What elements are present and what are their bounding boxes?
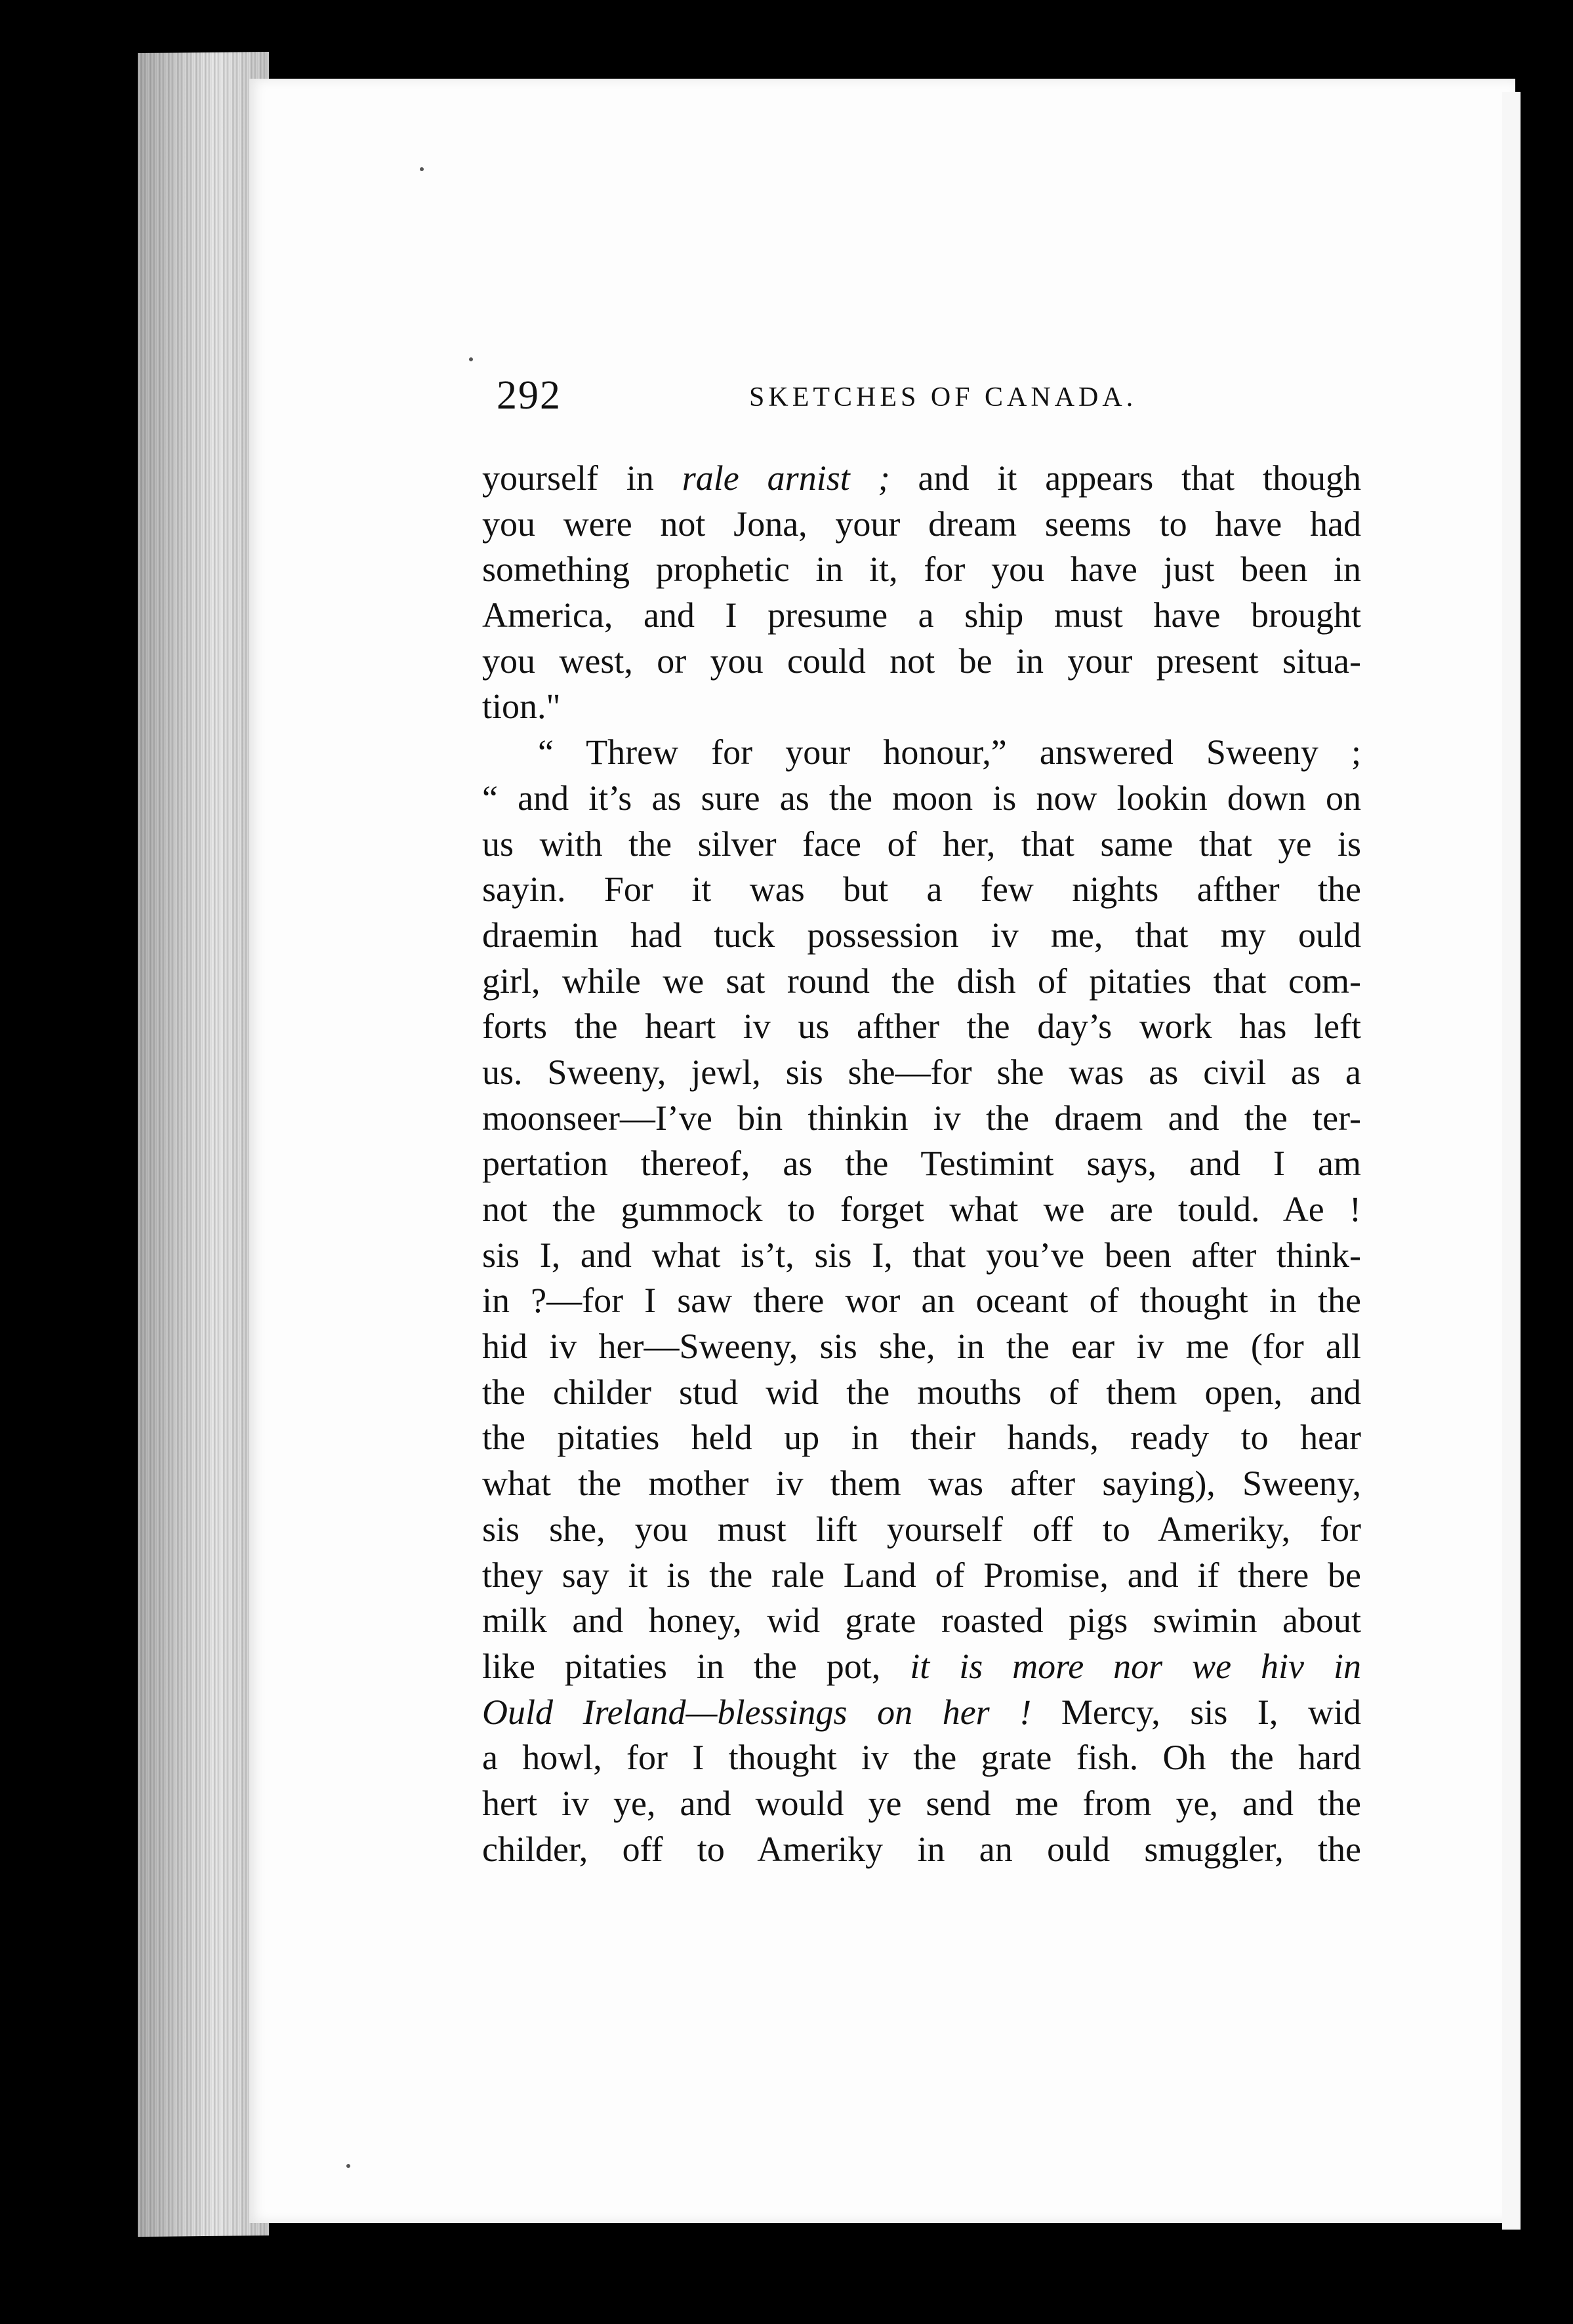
text-line <box>482 1096 1361 1142</box>
text-line <box>482 1415 1361 1461</box>
text-line <box>482 822 1361 868</box>
text-run: sis I, and what is’t, sis I, that you’ve been after think- <box>482 1235 1361 1275</box>
text-line <box>482 1370 1361 1416</box>
text-run: the childer stud wid the mouths of them open, and <box>482 1372 1361 1412</box>
text-line <box>482 1507 1361 1553</box>
text-run: like pitaties in the pot, <box>482 1646 910 1686</box>
text-run: yourself in <box>482 458 682 498</box>
text-run: a howl, for I thought iv the grate fish. Oh the hard <box>482 1738 1361 1778</box>
text-line <box>482 1187 1361 1233</box>
text-run: they say it is the rale Land of Promise, and if there be <box>482 1555 1361 1595</box>
text-line <box>482 867 1361 913</box>
italic-text: it is more nor we hiv in <box>910 1646 1361 1686</box>
text-line <box>482 502 1361 548</box>
text-line <box>482 1690 1361 1736</box>
text-run: and it appears that though <box>889 458 1361 498</box>
text-run: the pitaties held up in their hands, ready to hear <box>482 1418 1361 1458</box>
dust-speck <box>469 357 473 361</box>
text-run: you west, or you could not be in your present situa- <box>482 641 1361 681</box>
text-line <box>482 959 1361 1005</box>
facing-page-edge <box>1502 92 1521 2230</box>
text-line <box>482 1827 1361 1873</box>
text-run: girl, while we sat round the dish of pitaties that com- <box>482 961 1361 1001</box>
text-line <box>482 1735 1361 1781</box>
text-run: childer, off to Ameriky in an ould smuggler, the <box>482 1829 1361 1869</box>
text-run: sayin. For it was but a few nights afther the <box>482 870 1361 910</box>
text-line <box>482 639 1361 685</box>
text-line <box>482 1644 1361 1690</box>
text-line <box>482 1141 1361 1187</box>
text-line <box>482 776 1361 822</box>
text-line <box>482 684 1361 730</box>
text-run: in ?—for I saw there wor an oceant of thought in the <box>482 1281 1361 1321</box>
text-line <box>482 1050 1361 1096</box>
dust-speck <box>346 2164 350 2168</box>
text-run: draemin had tuck possession iv me, that my ould <box>482 915 1361 955</box>
text-run: milk and honey, wid grate roasted pigs swimin about <box>482 1601 1361 1641</box>
text-line <box>482 547 1361 593</box>
text-line <box>482 730 1361 776</box>
text-line <box>482 1004 1361 1050</box>
text-run: forts the heart iv us afther the day’s work has left <box>482 1007 1361 1047</box>
text-run: us with the silver face of her, that same that ye is <box>482 824 1361 864</box>
page-number: 292 <box>497 373 562 418</box>
running-head <box>497 367 1376 426</box>
italic-text: rale arnist ; <box>682 458 890 498</box>
text-run: you were not Jona, your dream seems to have had <box>482 504 1361 544</box>
italic-text: Ould Ireland—blessings on her ! <box>482 1692 1032 1732</box>
text-run: tion." <box>482 687 561 727</box>
running-title: SKETCHES OF CANADA. <box>749 382 1137 412</box>
text-line <box>482 1781 1361 1827</box>
text-line <box>482 1461 1361 1507</box>
text-line <box>482 593 1361 639</box>
text-run: moonseer—I’ve bin thinkin iv the draem and the ter- <box>482 1098 1361 1138</box>
text-run: “ Threw for your honour,” answered Sweeny ; <box>538 732 1361 772</box>
text-run: hid iv her—Sweeny, sis she, in the ear iv me (for all <box>482 1327 1361 1367</box>
page-gutter-shadow <box>1521 98 1540 2230</box>
text-run: pertation thereof, as the Testimint says, and I am <box>482 1144 1361 1184</box>
text-run: what the mother iv them was after saying), Sweeny, <box>482 1464 1361 1504</box>
text-run: “ and it’s as sure as the moon is now lookin down on <box>482 778 1361 818</box>
text-line <box>482 1278 1361 1324</box>
text-run: sis she, you must lift yourself off to Ameriky, for <box>482 1509 1361 1549</box>
text-run: not the gummock to forget what we are tould. Ae ! <box>482 1190 1361 1229</box>
text-run: Mercy, sis I, wid <box>1031 1692 1361 1732</box>
text-line <box>482 1598 1361 1644</box>
text-line <box>482 1233 1361 1279</box>
text-line <box>482 913 1361 959</box>
text-line <box>482 1324 1361 1370</box>
text-line <box>482 1553 1361 1599</box>
text-run: America, and I presume a ship must have brought <box>482 595 1361 635</box>
text-run: something prophetic in it, for you have just been in <box>482 550 1361 590</box>
text-run: hert iv ye, and would ye send me from ye, and the <box>482 1783 1361 1823</box>
dust-speck <box>420 167 424 171</box>
text-line <box>482 456 1361 502</box>
body-text <box>482 456 1361 1872</box>
text-run: us. Sweeny, jewl, sis she—for she was as civil as a <box>482 1052 1361 1092</box>
